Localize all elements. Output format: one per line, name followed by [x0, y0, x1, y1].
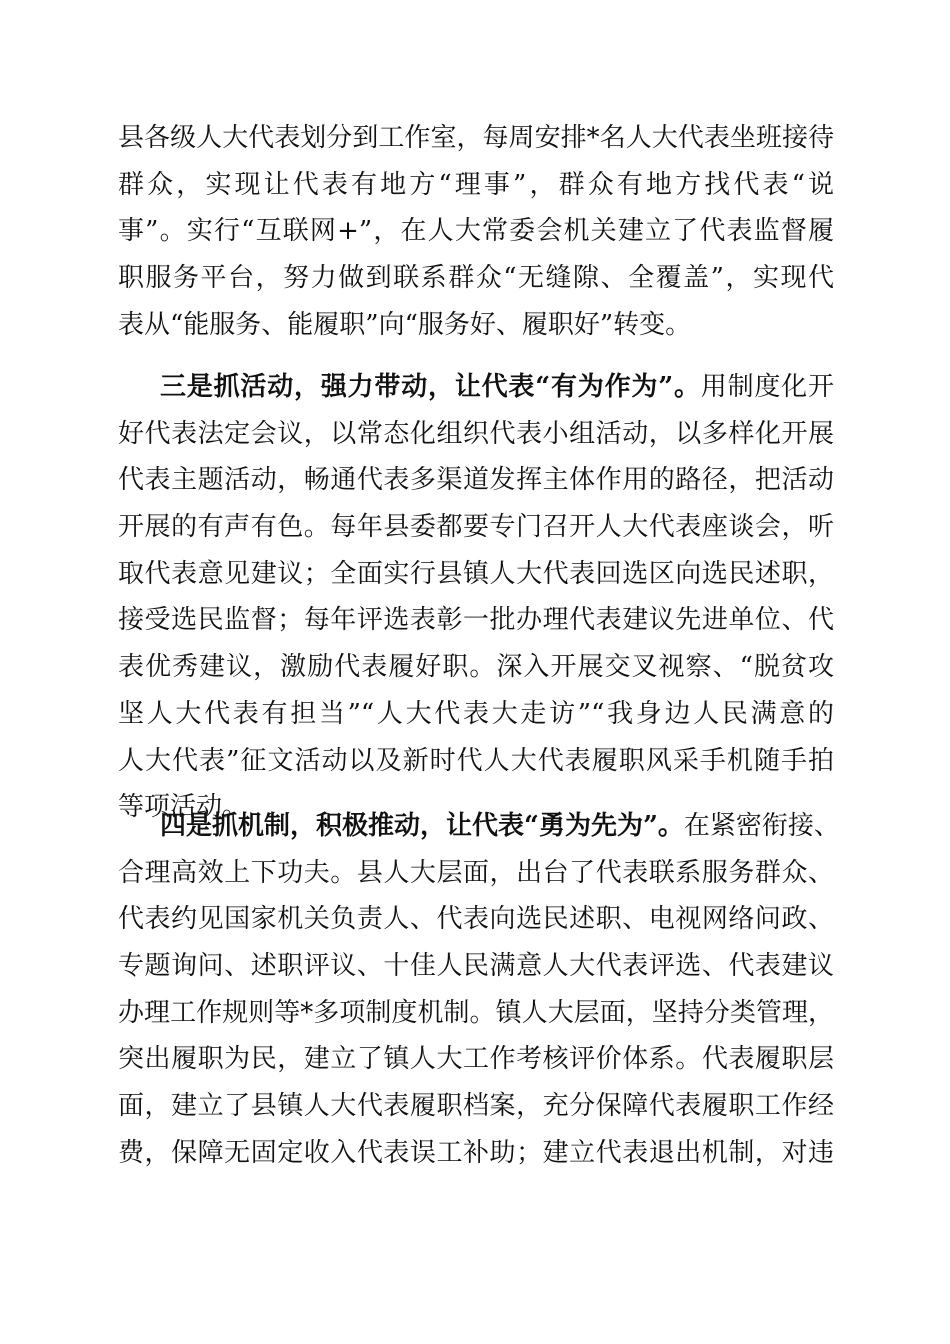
paragraph-first-line-rest: 用制度化开: [700, 372, 834, 402]
text-line: 事”。实行“互联网+”，在人大常委会机关建立了代表监督履: [118, 216, 834, 247]
text-line: 职服务平台，努力做到联系群众“无缝隙、全覆盖”，实现代: [118, 263, 834, 294]
paragraph-first-line: [118, 364, 834, 411]
paragraph-first-line: [118, 803, 840, 850]
text-line: 办理工作规则等*多项制度机制。镇人大层面，坚持分类管理，: [118, 997, 834, 1028]
text-line: 费，保障无固定收入代表误工补助；建立代表退出机制，对违: [118, 1137, 834, 1168]
text-line: 代表约见国家机关负责人、代表向选民述职、电视网络问政、: [118, 904, 834, 935]
text-line: 等项活动。: [118, 792, 249, 823]
text-line: 专题询问、述职评议、十佳人民满意人大代表评选、代表建议: [118, 951, 834, 982]
text-line: 表优秀建议，激励代表履好职。深入开展交叉视察、“脱贫攻: [118, 652, 834, 683]
paragraph-mechanisms: [118, 803, 840, 1177]
text-line: 人大代表”征文活动以及新时代人大代表履职风采手机随手拍: [118, 745, 834, 776]
text-line: 坚人大代表有担当”“人大代表大走访”“我身边人民满意的: [118, 698, 834, 729]
text-line: 面，建立了县镇人大代表履职档案，充分保障代表履职工作经: [118, 1091, 834, 1122]
text-line: 群众，实现让代表有地方“理事”，群众有地方找代表“说: [118, 169, 834, 200]
text-line: 突出履职为民，建立了镇人大工作考核评价体系。代表履职层: [118, 1044, 834, 1075]
paragraph-representative-studio: [118, 115, 834, 348]
text-line: 好代表法定会议，以常态化组织代表小组活动，以多样化开展: [118, 418, 834, 449]
text-line: 表从“能服务、能履职”向“服务好、履职好”转变。: [118, 309, 692, 340]
paragraph-first-line-rest: 在紧密衔接、: [683, 811, 840, 841]
text-line: 取代表意见建议；全面实行县镇人大代表回选区向选民述职，: [118, 558, 834, 589]
text-line: 开展的有声有色。每年县委都要专门召开人大代表座谈会，听: [118, 512, 834, 543]
paragraph-activities: [118, 364, 834, 831]
paragraph-lead-heading: 三是抓活动，强力带动，让代表“有为作为”。: [160, 372, 701, 402]
text-line: 接受选民监督；每年评选表彰一批办理代表建议先进单位、代: [118, 605, 834, 636]
paragraph-lead-heading: 四是抓机制，积极推动，让代表“勇为先为”。: [160, 811, 684, 841]
text-line: 代表主题活动，畅通代表多渠道发挥主体作用的路径，把活动: [118, 465, 834, 496]
text-line: 合理高效上下功夫。县人大层面，出台了代表联系服务群众、: [118, 857, 834, 888]
text-line: 县各级人大代表划分到工作室，每周安排*名人大代表坐班接待: [118, 123, 834, 153]
